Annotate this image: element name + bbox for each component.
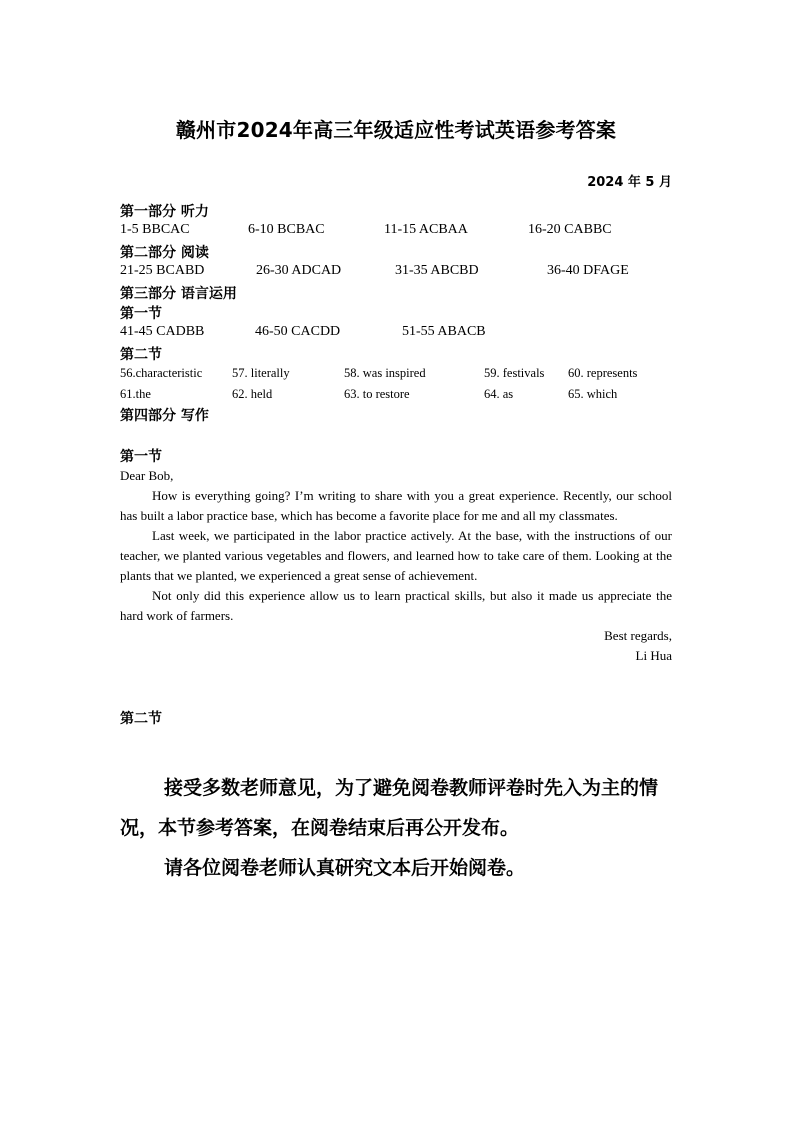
part3-section2-row1: [120, 366, 672, 386]
blank-answer: 62. held: [232, 387, 273, 401]
answer-group: 21-25 BCABD: [120, 263, 205, 278]
answer-group: 31-35 ABCBD: [395, 263, 479, 278]
blank-answer: 64. as: [484, 387, 514, 401]
blank-answer: 58. was inspired: [344, 366, 426, 380]
answer-group: 1-5 BBCAC: [120, 222, 190, 237]
essay-paragraph: How is everything going? I’m writing to share with you a great experience. Recently, our school has built a labor practice base, which has become a favorite place for me and all my classmates.: [120, 488, 672, 523]
model-essay: [120, 466, 672, 666]
answer-group: 26-30 ADCAD: [256, 263, 342, 278]
part4-heading: 第四部分 写作: [120, 408, 209, 424]
essay-signature: Li Hua: [635, 648, 672, 663]
blank-answer: 57. literally: [232, 366, 290, 380]
part1-heading: 第一部分 听力: [120, 204, 209, 220]
answer-group: 6-10 BCBAC: [248, 222, 325, 237]
part3-section2-heading: 第二节: [120, 347, 162, 363]
part3-heading: 第三部分 语言运用: [120, 286, 237, 302]
grading-notice: [120, 768, 680, 888]
part4-section1-heading: 第一节: [120, 449, 162, 465]
answer-group: 46-50 CACDD: [255, 324, 341, 339]
blank-answer: 61.the: [120, 387, 151, 401]
document-date: 2024 年 5 月: [587, 175, 672, 190]
part3-section1-heading: 第一节: [120, 306, 162, 322]
essay-paragraph: Not only did this experience allow us to learn practical skills, but also it made us appreciate the hard work of farmers.: [120, 588, 672, 623]
part1-answers: [120, 222, 672, 242]
answer-key-page: [120, 0, 672, 1123]
document-title: 赣州市2024年高三年级适应性考试英语参考答案: [175, 118, 617, 142]
part2-heading: 第二部分 阅读: [120, 245, 209, 261]
blank-answer: 59. festivals: [484, 366, 545, 380]
blank-answer: 56.characteristic: [120, 366, 203, 380]
essay-greeting: Dear Bob,: [120, 468, 174, 483]
answer-group: 36-40 DFAGE: [547, 263, 629, 278]
blank-answer: 63. to restore: [344, 387, 410, 401]
answer-group: 41-45 CADBB: [120, 324, 205, 339]
part3-section1-answers: [120, 324, 672, 344]
answer-group: 11-15 ACBAA: [384, 222, 468, 237]
part4-section2-heading: 第二节: [120, 711, 162, 727]
essay-closing: Best regards,: [604, 628, 672, 643]
blank-answer: 60. represents: [568, 366, 638, 380]
blank-answer: 65. which: [568, 387, 618, 401]
part3-section2-row2: [120, 387, 672, 407]
essay-paragraph: Last week, we participated in the labor practice actively. At the base, with the instructions of our teacher, we planted various vegetables and flowers, and learned how to take care of them. Looking at the plants that we planted, we experienced a great sense of achievement.: [120, 528, 672, 583]
answer-group: 16-20 CABBC: [528, 222, 612, 237]
notice-paragraph: 接受多数老师意见，为了避免阅卷教师评卷时先入为主的情况，本节参考答案，在阅卷结束后再公开发布。: [120, 777, 659, 839]
answer-group: 51-55 ABACB: [402, 324, 486, 339]
notice-paragraph: 请各位阅卷老师认真研究文本后开始阅卷。: [164, 857, 526, 879]
part2-answers: [120, 263, 672, 283]
